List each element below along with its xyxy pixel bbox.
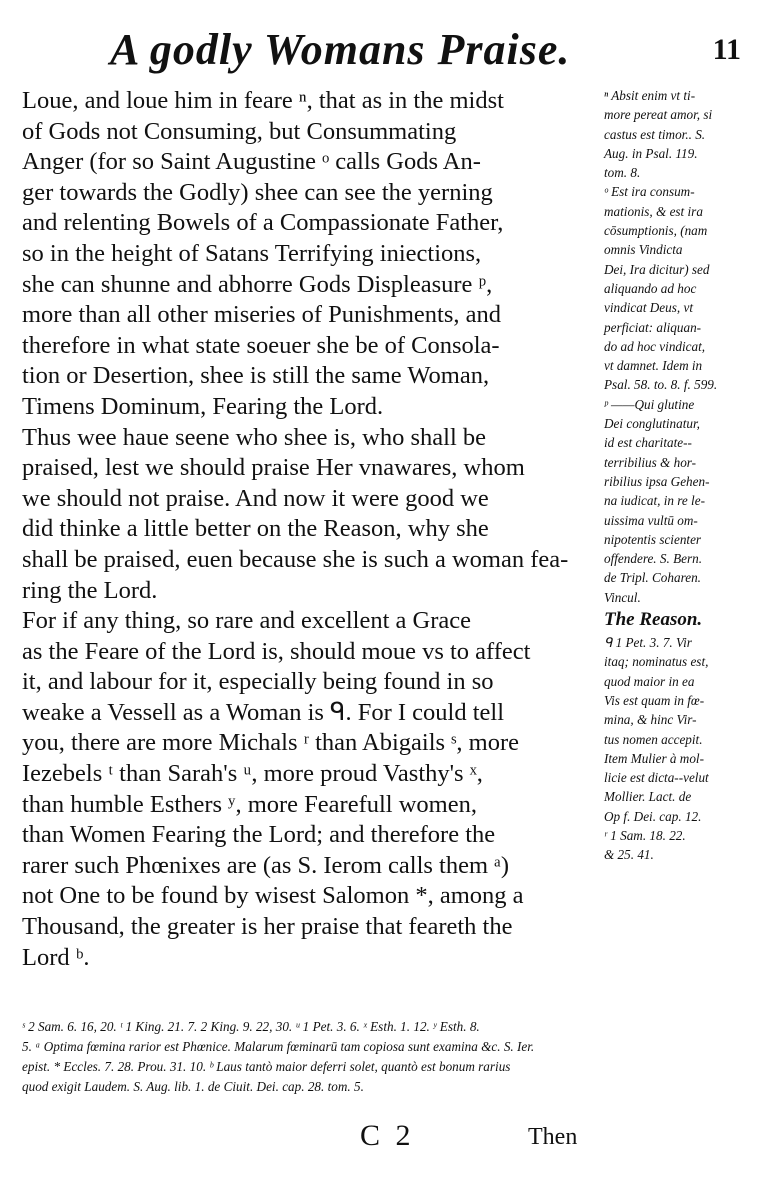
text-line: you, there are more Michals ʳ than Abigails ˢ, more [22, 729, 519, 757]
margin-note-line: Dei conglutinatur, [604, 416, 700, 432]
margin-heading: The Reason. [604, 609, 703, 631]
margin-note-line: tus nomen accepit. [604, 731, 703, 747]
margin-note-line: offendere. S. Bern. [604, 551, 703, 567]
margin-note-line: quod maior in ea [604, 673, 695, 689]
margin-note-line: uissima vultū om- [604, 512, 698, 528]
margin-note-line: ʳ 1 Sam. 18. 22. [604, 827, 686, 843]
page-number: 11 [712, 33, 741, 66]
text-line: ger towards the Godly) shee can see the yerning [22, 178, 493, 206]
text-line: she can shunne and abhorre Gods Displeasure ᵖ, [22, 270, 493, 298]
margin-note-line: vindicat Deus, vt [604, 300, 693, 316]
signature-mark: C 2 [360, 1119, 415, 1152]
text-line: therefore in what state soeuer she be of Consola- [22, 331, 500, 359]
text-line: Thousand, the greater is her praise that feareth the [22, 913, 513, 941]
margin-note-line: Vis est quam in fœ- [604, 692, 705, 708]
margin-note-line: cōsumptionis, (nam [604, 223, 708, 239]
text-line: For if any thing, so rare and excellent a Grace [22, 607, 471, 635]
margin-note-line: Psal. 58. to. 8. f. 599. [604, 377, 718, 393]
text-line: more than all other miseries of Punishments, and [22, 301, 502, 329]
text-line: praised, lest we should praise Her vnawares, whom [22, 454, 525, 482]
margin-note-line: more pereat amor, si [604, 107, 713, 123]
text-line: of Gods not Consuming, but Consummating [22, 117, 457, 145]
text-line: not One to be found by wisest Salomon *, among a [22, 882, 524, 910]
running-title: A godly Womans Praise. [110, 25, 571, 74]
margin-note-line: Item Mulier à mol- [604, 750, 704, 766]
margin-note-line: aliquando ad hoc [604, 280, 697, 296]
text-line: as the Feare of the Lord is, should moue vs to affect [22, 637, 531, 665]
margin-note-line: mationis, & est ira [604, 203, 703, 219]
text-line: Thus wee haue seene who shee is, who shall be [22, 423, 487, 451]
text-line: Iezebels ᵗ than Sarah's ᵘ, more proud Vasthy's ˣ, [22, 760, 483, 788]
margin-note-line: Dei, Ira dicitur) sed [604, 261, 710, 277]
margin-note-line: Op f. Dei. cap. 12. [604, 808, 702, 824]
footnotes-block [22, 1017, 770, 1097]
page-header [0, 22, 775, 82]
margin-note-line: perficiat: aliquan- [604, 319, 702, 335]
margin-note-line: itaq; nominatus est, [604, 654, 709, 670]
text-line: than humble Esthers ʸ, more Fearefull women, [22, 790, 477, 818]
margin-note-line: de Tripl. Coharen. [604, 570, 701, 586]
text-line: Lord ᵇ. [22, 943, 90, 971]
margin-note-line: nipotentis scienter [604, 531, 702, 547]
text-line: it, and labour for it, especially being found in so [22, 668, 494, 696]
text-line: Timens Dominum, Fearing the Lord. [22, 392, 384, 420]
margin-note-line: ᵒ Est ira consum- [604, 184, 695, 200]
margin-note-line: vt damnet. Idem in [604, 358, 703, 374]
margin-note-line: ⁿ Absit enim vt ti- [604, 88, 696, 103]
margin-notes-column [604, 86, 770, 865]
main-text-column [22, 86, 600, 973]
margin-note-line: na iudicat, in re le- [604, 493, 705, 509]
text-line: and relenting Bowels of a Compassionate Father, [22, 209, 504, 237]
text-line: ring the Lord. [22, 576, 158, 604]
text-line: than Women Fearing the Lord; and therefore the [22, 821, 496, 849]
margin-note-line: tom. 8. [604, 165, 641, 181]
margin-note-line: Mollier. Lact. de [604, 789, 692, 805]
text-line: we should not praise. And now it were good we [22, 484, 489, 512]
footnote-line: quod exigit Laudem. S. Aug. lib. 1. de Ciuit. Dei. cap. 28. tom. 5. [22, 1079, 364, 1094]
text-line: tion or Desertion, shee is still the same Woman, [22, 362, 490, 390]
text-line: so in the height of Satans Terrifying iniections, [22, 239, 482, 267]
margin-note-line: do ad hoc vindicat, [604, 338, 706, 354]
text-line: did thinke a little better on the Reason, why she [22, 515, 489, 543]
margin-note-line: castus est timor.. S. [604, 126, 706, 142]
catchword: Then [528, 1124, 578, 1150]
margin-note-line: ribilius ipsa Gehen- [604, 473, 710, 489]
footnote-line: 5. ᵃ Optima fœmina rarior est Phœnice. Malarum fœminarū tam copiosa sunt examina &c. S. Ier. [22, 1039, 535, 1054]
footnote-line: ˢ 2 Sam. 6. 16, 20. ᵗ 1 King. 21. 7. 2 King. 9. 22, 30. ᵘ 1 Pet. 3. 6. ˣ Esth. 1. 12. ʸ Esth. 8. [22, 1019, 480, 1034]
margin-note-line: omnis Vindicta [604, 242, 683, 258]
text-line: Loue, and loue him in feare ⁿ, that as in the midst [22, 87, 504, 114]
margin-note-line: ᵖ ——Qui glutine [604, 396, 695, 412]
margin-note-line: mina, & hinc Vir- [604, 712, 697, 728]
text-line: weake a Vessell as a Woman is ᑫ. For I could tell [22, 698, 504, 726]
margin-note-line: Vincul. [604, 589, 641, 605]
margin-note-line: licie est dicta--velut [604, 770, 709, 786]
margin-note-line: id est charitate-- [604, 435, 692, 451]
margin-note-line: & 25. 41. [604, 847, 654, 863]
margin-note-line: ᑫ 1 Pet. 3. 7. Vir [604, 635, 692, 651]
margin-note-line: Aug. in Psal. 119. [604, 145, 698, 161]
text-line: rarer such Phœnixes are (as S. Ierom calls them ᵃ) [22, 851, 510, 879]
margin-note-line: terribilius & hor- [604, 454, 697, 470]
text-line: Anger (for so Saint Augustine ᵒ calls Gods An- [22, 148, 481, 176]
text-line: shall be praised, euen because she is such a woman fea- [22, 545, 569, 573]
footnote-line: epist. * Eccles. 7. 28. Prou. 31. 10. ᵇ Laus tantò maior deferri solet, quantò est bonum rarius [22, 1059, 511, 1074]
